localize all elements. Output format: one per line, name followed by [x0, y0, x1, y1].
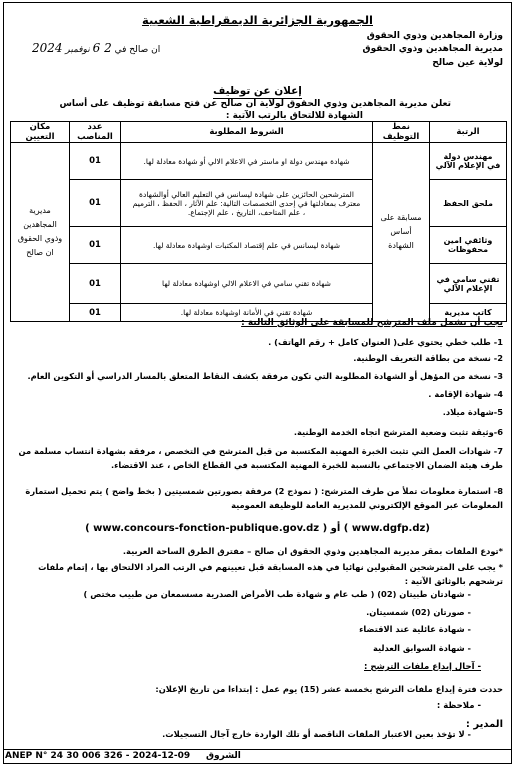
table-header-row: [11, 122, 507, 143]
grade-cell: مهندس دولة في الإعلام الآلي: [430, 143, 507, 180]
deposit-location: *تودع الملفات بمقر مديرية المجاهدين وذوي الحقوق ان صالح – مفترق الطرق الساحة العربية.: [122, 546, 503, 556]
table-row: [11, 143, 507, 180]
conditions-cell: شهادة مهندس دولة او ماستر في الاعلام الالي أو شهادة معادلة لها.: [121, 143, 373, 180]
announcement-title: إعلان عن توظيف: [213, 85, 302, 97]
date-day: 2 6: [92, 41, 112, 55]
grade-cell: تقني سامي في الإعلام الآلي: [430, 264, 507, 304]
document-item: 1- طلب خطي يحتوي على( العنوان كامل + رقم الهاتف) .: [268, 337, 503, 347]
deadline-title: - آجال إيداع ملفات الترشح :: [364, 662, 481, 672]
grade-cell: ملحق الحفظ: [430, 180, 507, 227]
count-cell: 01: [70, 227, 121, 264]
director-signature: المدير :: [465, 719, 503, 730]
date-year: 2024: [32, 41, 63, 55]
final-document-item: - شهادتان طبيتان (02) ( طب عام و شهادة طب الأمراض الصدرية مسسمعان من طبيب مختص ): [83, 589, 471, 599]
header-grade: الرتبة: [430, 122, 507, 143]
final-documents-intro: * يجب على المترشحين المقبولين نهائيا في هذه المسابقة قبل تعيينهم في الرتب المراد الالتحاق بها ، إتمام ملفات ترشحهم بالوثائق الآتية :: [38, 562, 503, 586]
document-item: 8- استمارة معلومات تملأ من طرف المترشح: ( نموذج 2) مرفقة بصورتين شمسيتين ( بخط واضح ) يتم تحميل استمارة المعلومات عبر الموقع الإلكتروني للمديرية العامة للوظيفة العمومية: [25, 486, 503, 510]
count-cell: 01: [70, 143, 121, 180]
header-place: مكان التعيين: [11, 122, 70, 143]
conditions-cell: شهادة تقني سامي في الاعلام الالي اوشهادة معادلة لها: [121, 264, 373, 304]
document-item: 7- شهادات العمل التي تثبت الخبرة المهنية المكتسبة من قبل المترشح في التخصص ، مرفقة بشهادة انتساب مسلمة من طرف هيئة الضمان الاجتماعي بالنسبة للخبرة المهنية المكتسبة في القطاع الخاص ، عند الاقتضاء.: [18, 446, 503, 470]
documents-title: يجب أن يشمل ملف المترشح للمسابقة على الوثائق التالية :: [241, 318, 503, 328]
wilaya-name: لولاية عين صالح: [432, 58, 503, 68]
ministry-name: وزارة المجاهدين وذوي الحقوق: [366, 31, 503, 41]
mode-cell: مسابقة على أساس الشهادة: [373, 143, 430, 322]
positions-table: [10, 121, 507, 322]
republic-header: الجمهورية الجزائرية الديمقراطية الشعبية: [141, 13, 373, 27]
table-row: [11, 264, 507, 304]
final-document-item: - شهادة السوابق العدلية: [372, 643, 471, 653]
date-month: نوفمبر: [65, 45, 90, 55]
document-item: 3- نسخة من المؤهل أو الشهادة المطلوبة التي تكون مرفقة بكشف النقاط المتعلق بالمسار الدراسي أو التكوين العام.: [27, 371, 503, 381]
header-count: عدد المناصب: [70, 122, 121, 143]
website-links: ( www.concours-fonction-publique.gov.dz ) أو ( www.dgfp.dz): [85, 523, 430, 534]
final-document-item: - شهادة عائلية عند الاقتضاء: [359, 624, 471, 634]
conditions-cell: المترشحين الحائزين على شهادة ليسانس في التعليم العالي أوالشهادة معترف بمعادلتها في إحدى التخصصات التالية: علم الآثار ، الحفظ ، الترميم ، علم المتاحف، التاريخ ، علم الإجتماع.: [121, 180, 373, 227]
conditions-cell: شهادة ليسانس في علم إقتصاد المكتبات اوشهادة معادلة لها.: [121, 227, 373, 264]
grade-cell: وثائقي امين محفوظات: [430, 227, 507, 264]
table-row: [11, 180, 507, 227]
count-cell: 01: [70, 304, 121, 322]
document-item: 5-شهادة ميلاد.: [442, 407, 503, 417]
document-item: 2- نسخة من بطاقة التعريف الوطنية.: [353, 353, 503, 363]
document-item: 6-وثيقة تثبت وضعية المترشح اتجاه الخدمة الوطنية.: [293, 427, 503, 437]
header-mode: نمط التوظيف: [373, 122, 430, 143]
newspaper-name: الشروق: [206, 751, 241, 761]
place-cell: مديرية المجاهدين وذوي الحقوق ان صالح: [11, 143, 70, 322]
announcement-intro-2: الشهادة للالتحاق بالرتب الآتية :: [225, 111, 363, 121]
anep-reference: ANEP N° 24 30 006 326 - 2024-12-09: [5, 751, 191, 761]
deadline-text: حددت فترة إيداع ملفات الترشح بخمسة عشر (15) يوم عمل : إبتداءا من تاريخ الإعلان:: [155, 684, 503, 694]
notes-title: - ملاحظة :: [436, 701, 481, 711]
count-cell: 01: [70, 264, 121, 304]
header-conditions: الشروط المطلوبة: [121, 122, 373, 143]
count-cell: 01: [70, 180, 121, 227]
grade-cell: كاتب مديرية: [430, 304, 507, 322]
notes-text: - لا تؤخذ بعين الاعتبار الملفات الناقصة أو تلك الواردة خارج آجال التسجيلات.: [162, 729, 471, 739]
conditions-cell: شهادة تقني في الأمانة اوشهادة معادلة لها.: [121, 304, 373, 322]
announcement-intro: تعلن مديرية المجاهدين وذوي الحقوق لولاية ان صالح عن فتح مسابقة توظيف على أساس: [59, 99, 451, 109]
announcement-page: [3, 2, 512, 764]
publication-footer: [3, 749, 512, 765]
table-row: [11, 227, 507, 264]
document-item: 4- شهادة الإقامة .: [428, 389, 503, 399]
date-line: ان صالح في 2 6 نوفمبر 2024: [32, 41, 161, 55]
final-document-item: - صورتان (02) شمسيتان.: [366, 607, 471, 617]
directorate-name: مديرية المجاهدين وذوي الحقوق: [362, 44, 503, 54]
